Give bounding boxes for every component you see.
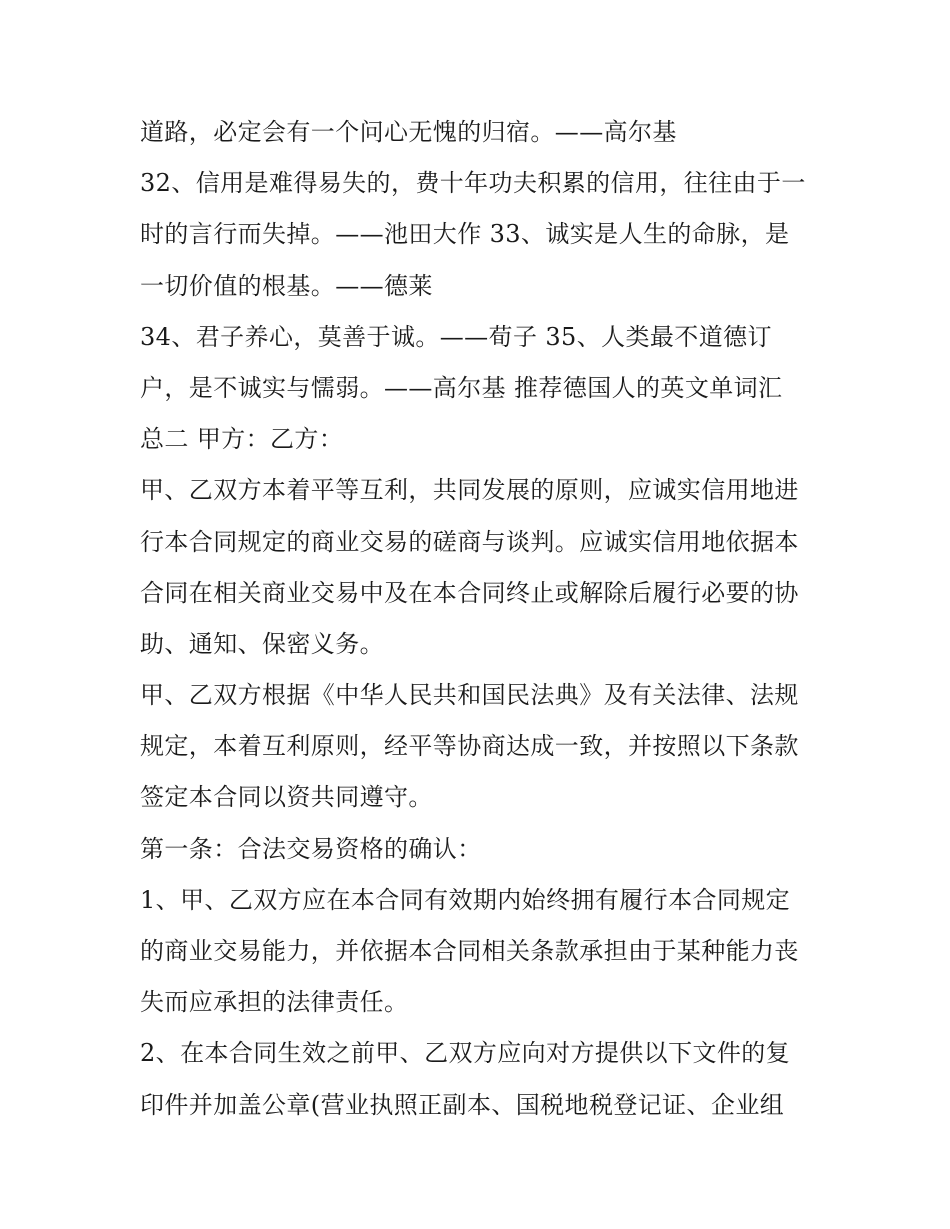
text-line: 32、信用是难得易失的，费十年功夫积累的信用，往往由于一 (140, 169, 806, 198)
text-line: 印件并加盖公章(营业执照正副本、国税地税登记证、企业组 (140, 1090, 785, 1119)
text-line: 道路，必定会有一个问心无愧的归宿。——高尔基 (140, 118, 677, 146)
text-line: 总二 甲方：乙方： (140, 425, 344, 454)
text-line: 甲、乙双方根据《中华人民共和国民法典》及有关法律、法规 (140, 681, 799, 710)
text-line: 助、通知、保密义务。 (140, 629, 384, 658)
text-line: 规定，本着互利原则，经平等协商达成一致，并按照以下条款 (140, 732, 799, 761)
text-line: 甲、乙双方本着平等互利，共同发展的原则，应诚实信用地进 (140, 476, 799, 505)
text-line: 1、甲、乙双方应在本合同有效期内始终拥有履行本合同规定 (140, 885, 791, 914)
text-line: 行本合同规定的商业交易的磋商与谈判。应诚实信用地依据本 (140, 527, 799, 556)
text-line: 的商业交易能力，并依据本合同相关条款承担由于某种能力丧 (140, 937, 799, 965)
text-line: 一切价值的根基。——德莱 (140, 271, 433, 300)
text-line: 失而应承担的法律责任。 (140, 988, 409, 1017)
text-line: 34、君子养心，莫善于诚。——荀子 35、人类最不道德订 (140, 322, 772, 351)
text-line: 合同在相关商业交易中及在本合同终止或解除后履行必要的协 (140, 578, 799, 607)
text-line: 时的言行而失掉。——池田大作 33、诚实是人生的命脉，是 (140, 220, 790, 249)
text-line: 签定本合同以资共同遵守。 (140, 783, 433, 812)
text-line: 户，是不诚实与懦弱。——高尔基 推荐德国人的英文单词汇 (140, 373, 783, 402)
document-body (140, 107, 820, 1131)
text-line: 第一条：合法交易资格的确认： (140, 834, 482, 863)
text-line: 2、在本合同生效之前甲、乙双方应向对方提供以下文件的复 (140, 1039, 791, 1068)
